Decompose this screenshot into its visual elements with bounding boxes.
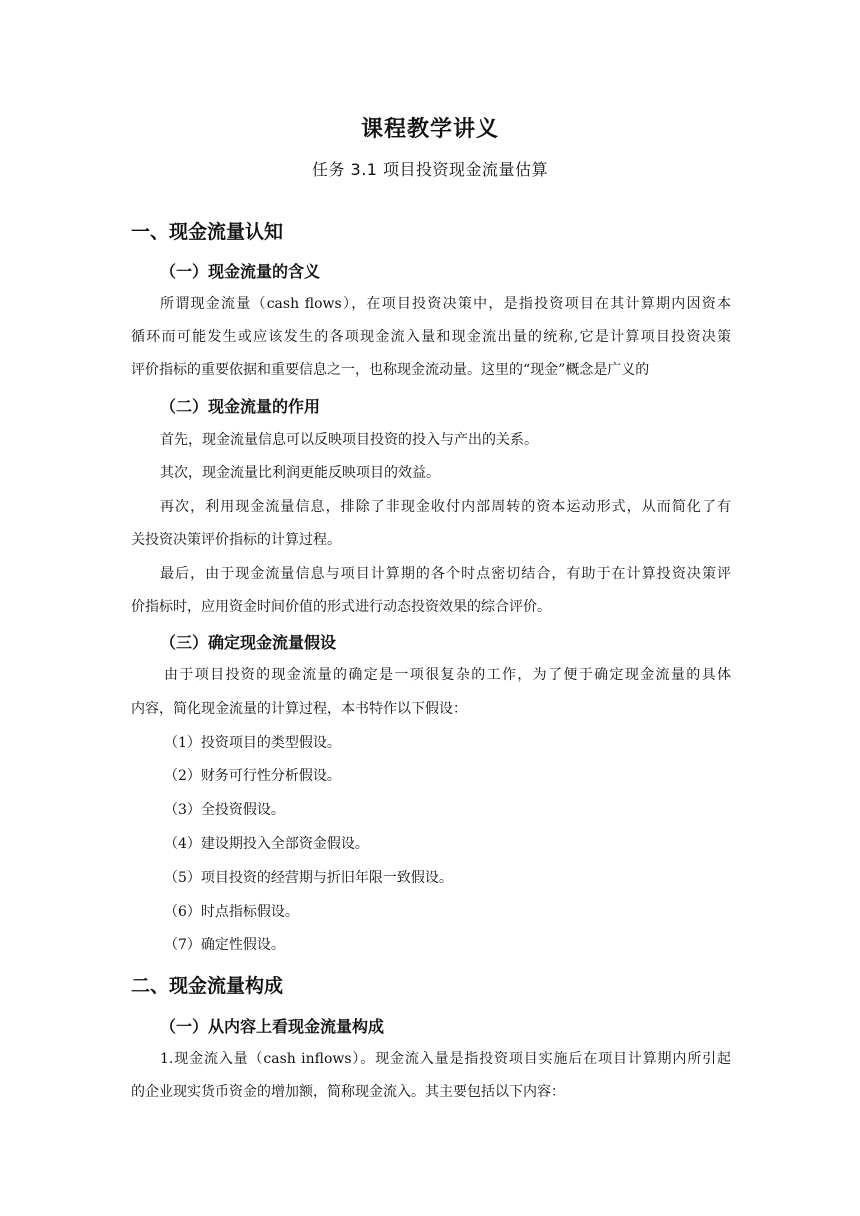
paragraph-line: 的企业现实货币资金的增加额，简称现金流入。其主要包括以下内容： bbox=[131, 1084, 565, 1100]
subsection-heading-1-2: （二）现金流量的作用 bbox=[160, 397, 321, 416]
paragraph-line: 最后，由于现金流量信息与项目计算期的各个时点密切结合，有助于在计算投资决策评 bbox=[160, 566, 731, 582]
list-item: （5）项目投资的经营期与折旧年限一致假设。 bbox=[164, 870, 453, 886]
paragraph-line: 1.现金流入量（cash inflows）。现金流入量是指投资项目实施后在项目计算期内所引起 bbox=[160, 1051, 731, 1067]
subsection-heading-2-1: （一）从内容上看现金流量构成 bbox=[160, 1017, 385, 1036]
list-item: （3）全投资假设。 bbox=[164, 802, 285, 818]
document-title: 课程教学讲义 bbox=[360, 117, 499, 142]
list-item: （1）投资项目的类型假设。 bbox=[164, 735, 341, 751]
paragraph-line: 内容，简化现金流量的计算过程，本书特作以下假设： bbox=[131, 701, 467, 717]
paragraph-line: 再次，利用现金流量信息，排除了非现金收付内部周转的资本运动形式，从而简化了有 bbox=[160, 499, 731, 515]
list-item: （2）财务可行性分析假设。 bbox=[164, 768, 341, 784]
paragraph-line: 由于项目投资的现金流量的确定是一项很复杂的工作，为了便于确定现金流量的具体 bbox=[164, 667, 731, 683]
list-item: （4）建设期投入全部资金假设。 bbox=[164, 836, 369, 852]
section-heading-1: 一、现金流量认知 bbox=[131, 221, 284, 243]
paragraph-line: 评价指标的重要依据和重要信息之一，也称现金流动量。这里的“现金”概念是广义的 bbox=[131, 362, 650, 378]
subsection-heading-1-1: （一）现金流量的含义 bbox=[160, 262, 321, 281]
paragraph-line: 首先，现金流量信息可以反映项目投资的投入与产出的关系。 bbox=[160, 432, 538, 448]
section-heading-2: 二、现金流量构成 bbox=[131, 975, 284, 997]
list-item: （7）确定性假设。 bbox=[164, 937, 285, 953]
paragraph-line: 关投资决策评价指标的计算过程。 bbox=[131, 532, 341, 548]
paragraph-line: 其次，现金流量比利润更能反映项目的效益。 bbox=[160, 465, 440, 481]
document-subtitle: 任务 3.1 项目投资现金流量估算 bbox=[311, 160, 549, 179]
subsection-heading-1-3: （三）确定现金流量假设 bbox=[160, 633, 337, 652]
list-item: （6）时点指标假设。 bbox=[164, 904, 299, 920]
paragraph-line: 循环而可能发生或应该发生的各项现金流入量和现金流出量的统称,它是计算项目投资决策 bbox=[131, 329, 731, 345]
paragraph-line: 价指标时，应用资金时间价值的形式进行动态投资效果的综合评价。 bbox=[131, 599, 551, 615]
paragraph-line: 所谓现金流量（cash flows），在项目投资决策中，是指投资项目在其计算期内因资本 bbox=[160, 296, 731, 312]
